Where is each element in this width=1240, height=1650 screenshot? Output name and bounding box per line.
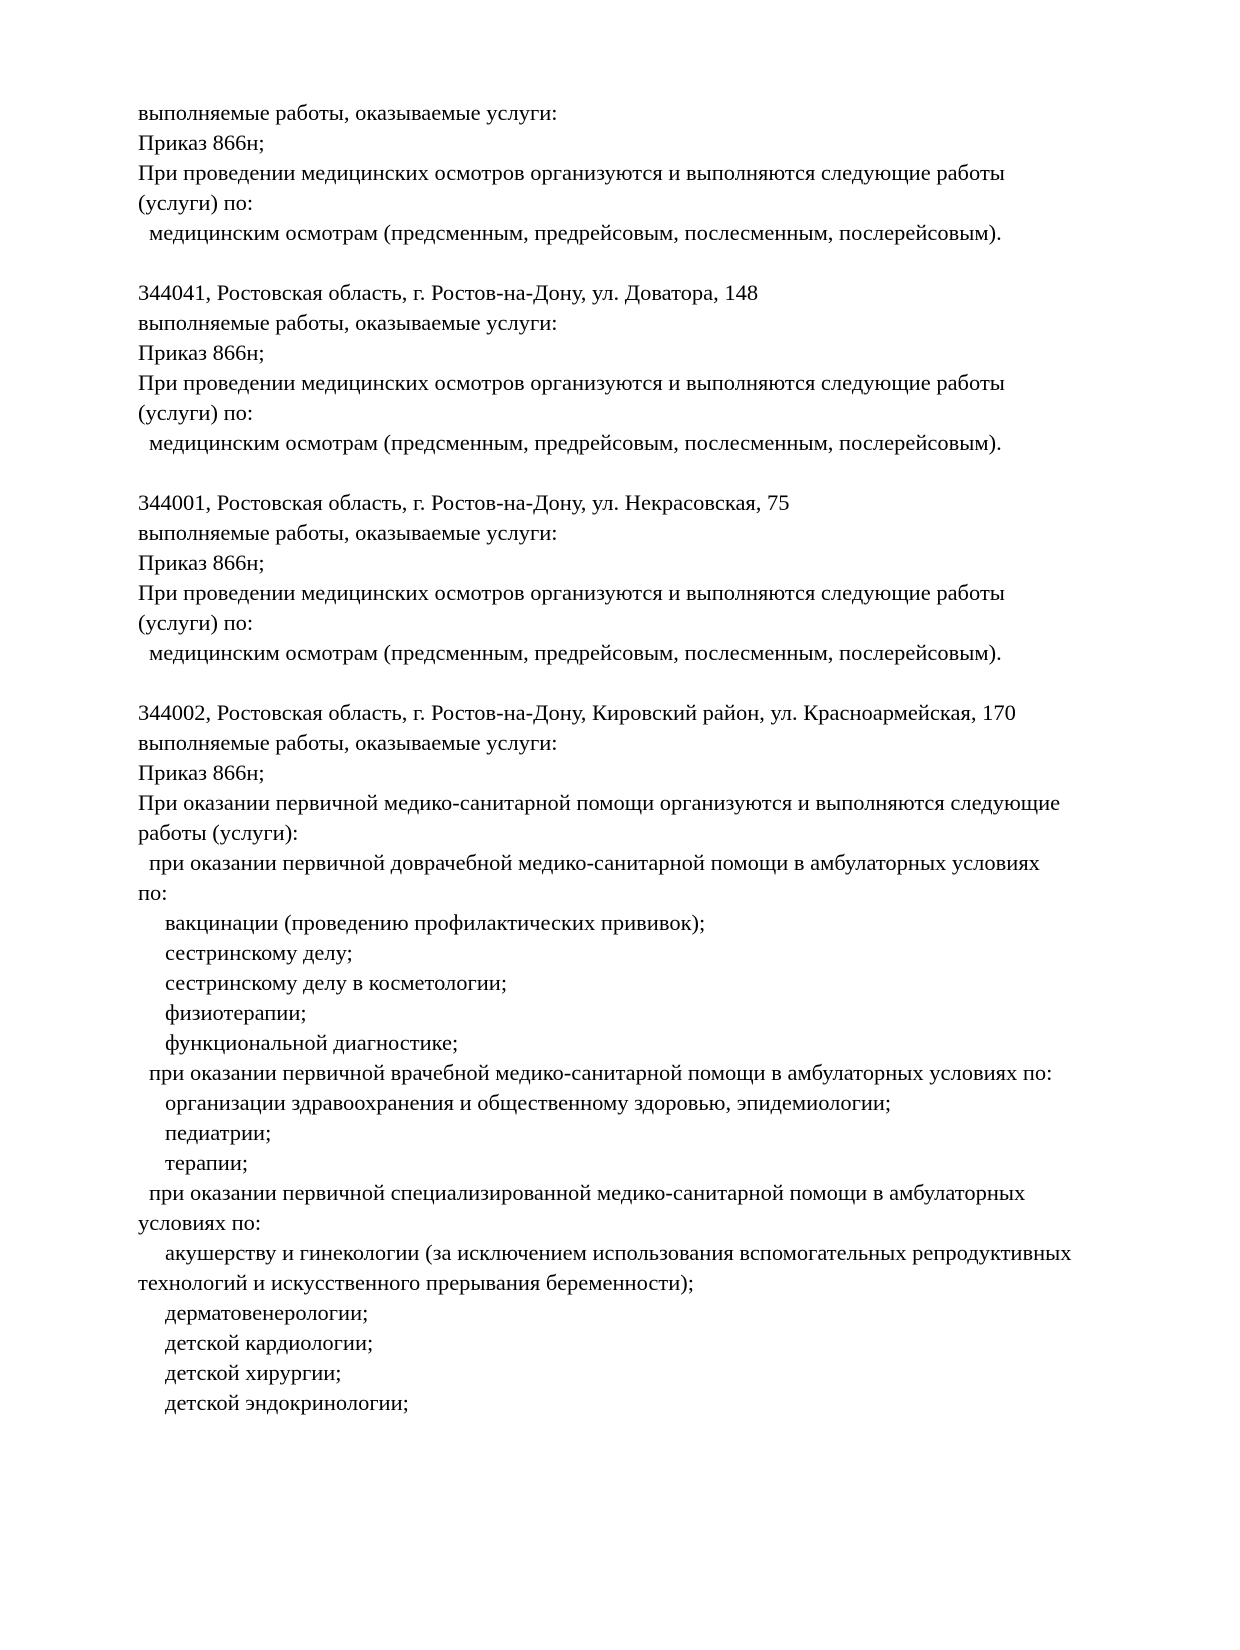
document-line: Приказ 866н; <box>138 760 265 785</box>
license-location-section <box>138 278 1130 458</box>
document-line: медицинским осмотрам (предсменным, предрейсовым, послесменным, послерейсовым). <box>149 220 1002 245</box>
license-location-section <box>138 488 1130 668</box>
document-line: (услуги) по: <box>138 610 254 635</box>
document-line: При проведении медицинских осмотров организуются и выполняются следующие работы <box>138 160 1005 185</box>
document-line: выполняемые работы, оказываемые услуги: <box>138 310 558 335</box>
document-line: терапии; <box>165 1150 249 1175</box>
document-line: При проведении медицинских осмотров организуются и выполняются следующие работы <box>138 580 1005 605</box>
document-line: при оказании первичной специализированной медико-санитарной помощи в амбулаторных <box>149 1180 1026 1205</box>
document-line: по: <box>138 880 168 905</box>
document-line: физиотерапии; <box>165 1000 307 1025</box>
document-line: медицинским осмотрам (предсменным, предрейсовым, послесменным, послерейсовым). <box>149 640 1002 665</box>
document-line: работы (услуги): <box>138 820 299 845</box>
document-line: детской хирургии; <box>165 1360 342 1385</box>
document-line: при оказании первичной врачебной медико-санитарной помощи в амбулаторных условиях по: <box>149 1060 1053 1085</box>
document-line: При оказании первичной медико-санитарной помощи организуются и выполняются следующие <box>138 790 1061 815</box>
document-line: Приказ 866н; <box>138 340 265 365</box>
document-line: функциональной диагностике; <box>165 1030 459 1055</box>
document-line: детской кардиологии; <box>165 1330 374 1355</box>
document-line: технологий и искусственного прерывания беременности); <box>138 1270 695 1295</box>
document-line: выполняемые работы, оказываемые услуги: <box>138 100 558 125</box>
document-line: вакцинации (проведению профилактических прививок); <box>165 910 706 935</box>
document-line: Приказ 866н; <box>138 130 265 155</box>
document-line: При проведении медицинских осмотров организуются и выполняются следующие работы <box>138 370 1005 395</box>
document-line: Приказ 866н; <box>138 550 265 575</box>
document-line: сестринскому делу; <box>165 940 353 965</box>
document-line: (услуги) по: <box>138 400 254 425</box>
document-line: дерматовенерологии; <box>165 1300 369 1325</box>
document-line: сестринскому делу в косметологии; <box>165 970 508 995</box>
document-line: (услуги) по: <box>138 190 254 215</box>
document-line: выполняемые работы, оказываемые услуги: <box>138 520 558 545</box>
document-line: условиях по: <box>138 1210 262 1235</box>
document-line: выполняемые работы, оказываемые услуги: <box>138 730 558 755</box>
document-line: при оказании первичной доврачебной медико-санитарной помощи в амбулаторных условиях <box>149 850 1040 875</box>
license-location-section <box>138 98 1130 248</box>
address-line: 344001, Ростовская область, г. Ростов-на-Дону, ул. Некрасовская, 75 <box>138 490 790 515</box>
address-line: 344002, Ростовская область, г. Ростов-на-Дону, Кировский район, ул. Красноармейская, 170 <box>138 700 1016 725</box>
license-location-section <box>138 698 1130 1418</box>
document-line: акушерству и гинекологии (за исключением использования вспомогательных репродуктивных <box>165 1240 1072 1265</box>
document-line: детской эндокринологии; <box>165 1390 409 1415</box>
document-line: медицинским осмотрам (предсменным, предрейсовым, послесменным, послерейсовым). <box>149 430 1002 455</box>
document-line: организации здравоохранения и общественному здоровью, эпидемиологии; <box>165 1090 892 1115</box>
address-line: 344041, Ростовская область, г. Ростов-на-Дону, ул. Доватора, 148 <box>138 280 759 305</box>
document-line: педиатрии; <box>165 1120 272 1145</box>
